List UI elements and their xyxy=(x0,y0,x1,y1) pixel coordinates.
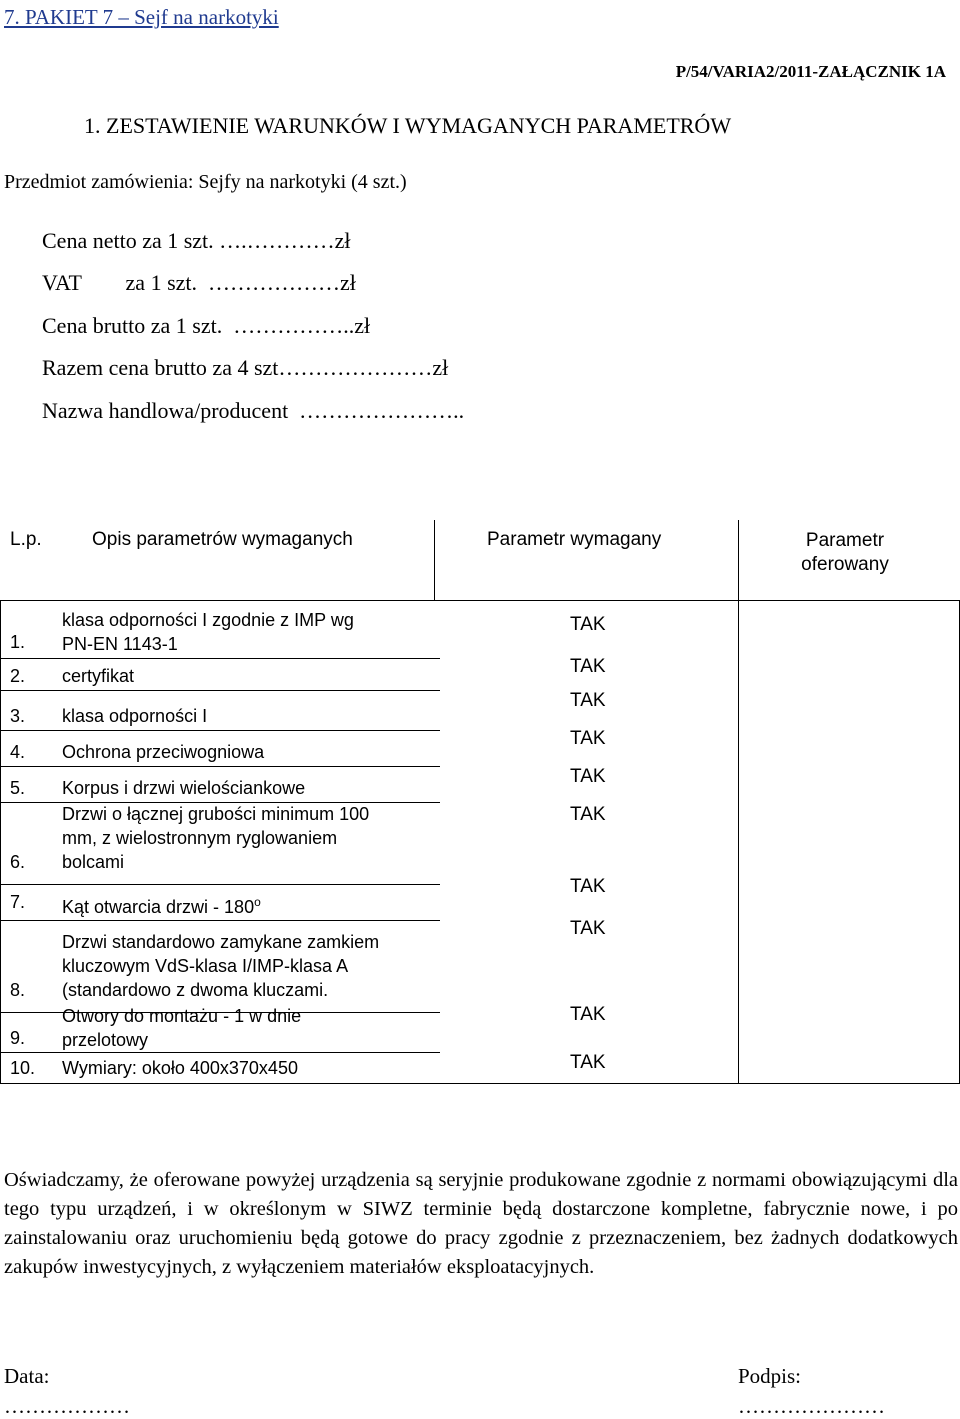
row-7-number: 7. xyxy=(10,892,26,912)
signature-label: Podpis: xyxy=(738,1364,802,1388)
header-description: Opis parametrów wymaganych xyxy=(92,529,353,550)
field-total-gross: Razem cena brutto za 4 szt…………………zł xyxy=(42,355,449,380)
field-trade-name: Nazwa handlowa/producent ………………….. xyxy=(42,398,465,423)
signature-field: ………………… xyxy=(738,1394,885,1418)
reference-number: P/54/VARIA2/2011-ZAŁĄCZNIK 1A xyxy=(675,62,946,81)
header-required: Parametr wymagany xyxy=(487,529,662,550)
row-2-number: 2. xyxy=(10,666,26,686)
row-10-description: Wymiary: około 400x370x450 xyxy=(62,1058,298,1078)
field-vat: VAT za 1 szt. ………………zł xyxy=(42,270,356,295)
declaration-paragraph: Oświadczamy, że oferowane powyżej urządzenia są seryjnie produkowane zgodnie z normami obowiązującymi dla tego typu urządzeń, i w określonym w SIWZ terminie będą dostarczone kompletne, fabrycznie nowe, i po zainstalowaniu oraz uruchomieniu będą gotowe do pracy zgodnie z przeznaczeniem, bez żadnych dodatkowych zakupów inwestycyjnych, z wyłączeniem materiałów eksploatacyjnych. xyxy=(4,1169,958,1278)
row-7-description-text: Kąt otwarcia drzwi - 180 xyxy=(62,897,255,917)
degree-mark: o xyxy=(254,895,261,909)
field-gross-price: Cena brutto za 1 szt. ……………..zł xyxy=(42,313,371,338)
field-net-price: Cena netto za 1 szt. ….…………zł xyxy=(42,228,351,253)
row-2-description: certyfikat xyxy=(62,666,135,686)
row-9-required: TAK xyxy=(570,1004,606,1025)
row-9-description: Otwory do montażu - 1 w dnie przelotowy xyxy=(62,1006,302,1050)
row-6-required: TAK xyxy=(570,804,606,825)
row-8-number: 8. xyxy=(10,980,26,1000)
date-field: ……………… xyxy=(4,1394,130,1418)
row-9-number: 9. xyxy=(10,1028,26,1048)
row-3-required: TAK xyxy=(570,690,606,711)
row-10-required: TAK xyxy=(570,1052,606,1073)
row-3-number: 3. xyxy=(10,706,26,726)
row-7-required: TAK xyxy=(570,876,606,897)
section-heading: 1. ZESTAWIENIE WARUNKÓW I WYMAGANYCH PARAMETRÓW xyxy=(84,113,732,138)
parameters-table xyxy=(0,518,960,1084)
row-1-description: klasa odporności I zgodnie z IMP wg PN-EN 1143-1 xyxy=(62,610,354,654)
order-subject: Przedmiot zamówienia: Sejfy na narkotyki (4 szt.) xyxy=(4,171,407,193)
row-8-required: TAK xyxy=(570,918,606,939)
header-offered: Parametr oferowany xyxy=(801,530,889,575)
header-lp: L.p. xyxy=(10,529,42,550)
row-4-description: Ochrona przeciwogniowa xyxy=(62,742,265,762)
row-5-description: Korpus i drzwi wielościankowe xyxy=(62,778,306,798)
document-title: 7. PAKIET 7 – Sejf na narkotyki xyxy=(4,5,279,29)
row-7-description xyxy=(62,890,261,919)
row-5-number: 5. xyxy=(10,778,26,798)
row-4-required: TAK xyxy=(570,728,606,749)
row-6-description: Drzwi o łącznej grubości minimum 100 mm, z wielostronnym ryglowaniem bolcami xyxy=(62,804,370,872)
row-3-description: klasa odporności I xyxy=(62,706,208,726)
row-2-required: TAK xyxy=(570,656,606,677)
row-6-number: 6. xyxy=(10,852,26,872)
row-8-description: Drzwi standardowo zamykane zamkiem kluczowym VdS-klasa I/IMP-klasa A (standardowo z dwoma kluczami. xyxy=(62,932,380,1000)
row-10-number: 10. xyxy=(10,1058,36,1078)
row-1-required: TAK xyxy=(570,614,606,635)
row-4-number: 4. xyxy=(10,742,26,762)
row-1-number: 1. xyxy=(10,632,26,652)
date-label: Data: xyxy=(4,1364,50,1388)
row-5-required: TAK xyxy=(570,766,606,787)
